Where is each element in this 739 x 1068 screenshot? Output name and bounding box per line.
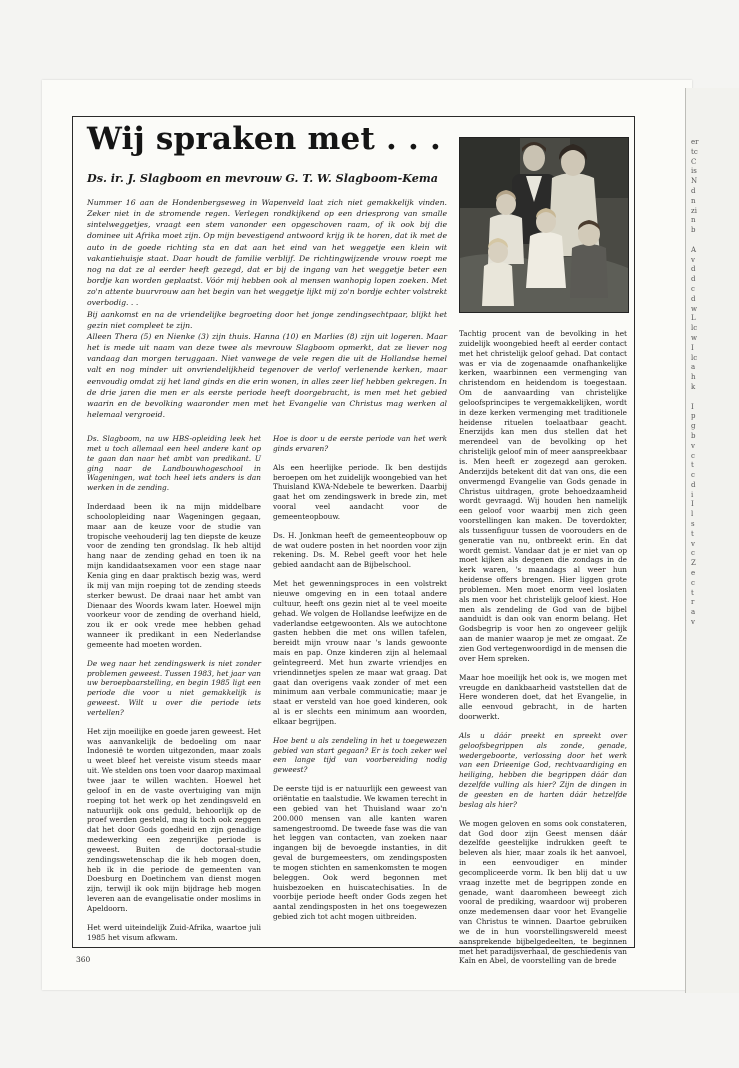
interview-answer: Het werd uiteindelijk Zuid-Afrika, waartoe juli 1985 het visum afkwam. (87, 922, 261, 942)
interview-answer: Tachtig procent van de bevolking in het zuidelijk woongebied heeft al eerder contact met het christelijk geloof gehad. Dat contact was er via de zogenaamde onafhankelijke kerken, waarbinnen een vermenging van christendom en heidendom is toegestaan. Om de aanvaarding van christelijke geloofsprincipes te vergemakkelijken, wordt in deze kerken vermenging met traditionele heidense rituelen toelaatbaar geacht. Enerzijds kan men dus stellen dat het merendeel van de bevolking op het christelijk geloof min of meer aanspreekbaar is. Men heeft er zogezegd aan geroken. Anderzijds betekent dit dat van ons, die een onvermengd Evangelie van Gods genade in Christus uitdragen, grote behoedzaamheid wordt gevraagd. Wij houden hen namelijk een geloof voor waarbij men zich geen voorstellingen kan maken. De toverdokter, als tussenfiguur tussen de voorouders en de generatie van nu, ontbreekt erin. En dat wordt gemist. Vandaar dat je er niet van op moet kijken als degenen die zondags in de kerk waren, 's maandags al weer hun heidense offers brengen. Hier liggen grote problemen. Men moet enorm veel loslaten als men voor het christelijk geloof kiest. Hoe men als zendeling de God van de bijbel aanduidt is dan ook van enorm belang. Het Godsbegrip is voor hen zo ongeveer gelijk aan de manier waarop je met ze omgaat. Ze zien God vertegenwoordigd in de mensen die over Hem spreken. (459, 329, 627, 663)
family-photo (459, 137, 629, 313)
interview-answer: We mogen geloven en soms ook constateren, dat God door zijn Geest mensen dáár dezelfde geestelijke indrukken geeft te beleven als hier, maar zoals ik het aanvoel, in een eenvoudiger en minder gecompliceerde vorm. Ik ben blij dat u uw vraag inzette met de begrippen zonde en genade, want daaromheen beweegt zich vooral de prediking, waardoor wij proberen onze medemensen daar voor het Evangelie van Christus te winnen. Daartoe gebruiken we de in hun voorstellingswereld meest aansprekende bijbelgedeelten, te beginnen met het paradijsverhaal, de geschiedenis van Kaïn en Abel, de voorstelling van de brede (459, 818, 627, 966)
interview-answer: Maar hoe moeilijk het ook is, we mogen met vreugde en dankbaarheid vaststellen dat de Here wonderen doet, dat het Evangelie, in alle eenvoud gebracht, in de harten doorwerkt. (459, 672, 627, 722)
interview-question: Hoe bent u als zendeling in het u toegewezen gebied van start gegaan? Er is toch zeker wel een lange tijd van voorbereiding nodig geweest? (273, 735, 447, 775)
interview-question: De weg naar het zendingswerk is niet zonder problemen geweest. Tussen 1983, het jaar van uw beroepbaarstelling, en begin 1985 ligt een periode die voor u niet gemakkelijk is geweest. Wilt u over die periode iets vertellen? (87, 658, 261, 717)
article-subtitle: Ds. ir. J. Slagboom en mevrouw G. T. W. Slagboom-Kema (87, 171, 438, 185)
interview-answer: Inderdaad been ik na mijn middelbare schoolopleiding naar Wageningen gegaan, maar aan de keuze voor de studie van tropische veehouderij lag ten diepste de keuze voor de zending ten grondslag. Ik heb altijd hang naar de zending gehad en toen ik na mijn kandidaatsexamen voor een stage naar Kenia ging en daar praktisch bezig was, werd ik mij van mijn roeping tot de zending steeds sterker bewust. De draai naar het ambt van Dienaar des Woords kwam later. Hoewel mijn voorkeur voor de zending de overhand hield, zou ik er ook vrede mee hebben gehad wanneer ik predikant in een Nederlandse gemeente had moeten worden. (87, 502, 261, 649)
interview-question: Als u dáár preekt en spreekt over geloofsbegrippen als zonde, genade, wedergeboorte, verlossing door het werk van een Drieenige God, rechtvaardiging en heiliging, hebben die begrippen dáár dan dezelfde vulling als hier? Zijn de dingen in de geesten en de harten dáár hetzelfde beslag als hier? (459, 730, 627, 809)
article-intro (87, 197, 447, 420)
family-photo-illustration (460, 138, 628, 312)
interview-answer: Het zijn moeilijke en goede jaren geweest. Het was aanvankelijk de bedoeling om naar Indonesië te worden uitgezonden, maar zoals u weet bleef het vereiste visum steeds maar uit. We stelden ons toen voor daarop maximaal twee jaar te willen wachten. Hoewel het geloof in en de vaste overtuiging van mijn roeping tot het werk op het zendingsveld en natuurlijk ook ons geduld, behoorlijk op de proef werden gesteld, mag ik toch ook zeggen dat het door Gods goedheid en zijn genadige medewerking een zegenrijke periode is geweest. Buiten de doctoraal-studie zendingswetenschap die ik heb mogen doen, heb ik in die periode de gemeenten van Doesburg en Doetinchem van dienst mogen zijn, terwijl ik ook mijn bijdrage heb mogen leveren aan de evangelisatie onder moslims in Apeldoorn. (87, 726, 261, 913)
article-title: Wij spraken met . . . (87, 121, 441, 157)
interview-answer: Als een heerlijke periode. Ik ben destijds beroepen om het zuidelijk woongebied van het Thuisland KWA-Ndebele te bewerken. Daarbij gaat het om zendingswerk in brede zin, met vooral veel aandacht voor de gemeenteopbouw. (273, 462, 447, 521)
facing-page-edge (685, 88, 739, 993)
facing-page-text: er tc C is N d n zi n b A v d d c d w L lc w I lc a h k I p g b v c t c d i I l s t v c Z e c t r a v (691, 138, 699, 627)
page-number: 360 (76, 955, 91, 964)
text-column-3 (459, 329, 627, 975)
intro-paragraph: Alleen Thera (5) en Nienke (3) zijn thuis. Hanna (10) en Marlies (8) zijn uit logeren. Maar het is mede uit naam van deze twee als mevrouw Slagboom opmerkt, dat ze liever nog vandaag dan morgen teruggaan. Niet vanwege de vele regen die uit de Hollandse hemel valt en nog minder uit onvriendelijkheid tegenover de verlof verlenende kerken, maar eenvoudig omdat zij het land ginds en die erin wonen, in alles zeer lief hebben gekregen. In de drie jaren die men er als eerste periode heeft doorgebracht, is men met het gebied waarin en de bevolking waaronder men met het Evangelie van Christus mag werken al helemaal vergroeid. (87, 331, 447, 419)
interview-question: Ds. Slagboom, na uw HBS-opleiding leek het met u toch allemaal een heel andere kant op te gaan dan naar het ambt van predikant. U ging naar de Landbouwhogeschool in Wageningen, wat toch heel iets anders is dan werken in de zending. (87, 434, 261, 493)
interview-question: Hoe is door u de eerste periode van het werk ginds ervaren? (273, 434, 447, 453)
intro-paragraph: Bij aankomst en na de vriendelijke begroeting door het jonge zendingsechtpaar, blijkt het gezin niet compleet te zijn. (87, 309, 447, 330)
intro-paragraph: Nummer 16 aan de Hondenbergseweg in Wapenveld laat zich niet gemakkelijk vinden. Zeker niet in de stromende regen. Verlegen rondkijkend op een driesprong van smalle sintelweggetjes, vraagt een stem vanonder een opgeschoven raam, of ik ook bij die dominee uit Afrika moet zijn. Op mijn bevestigend antwoord krijg ik te horen, dat ik met de auto in de goede richting sta en dat aan het eind van het weggetje een klein wit vakantiehuisje staat. Daar houdt de familie verblijf. De richtingwijzende vrouw roept me nog na dat ze al eerder heeft gezegd, dat er bij de ingang van het weggetje beter een bordje kan worden geplaatst. Vóór mij hebben ook al mensen wanhopig lopen zoeken. Met zo'n attente buurvrouw aan het begin van het weggetje lijkt mij zo'n bordje echter volstrekt overbodig. . . (87, 198, 447, 308)
interview-answer: Met het gewenningsproces in een volstrekt nieuwe omgeving en in een totaal andere cultuur, heeft ons gezin niet al te veel moeite gehad. We volgen de Hollandse leefwijze en de vaderlandse eetgewoonten. Als we autochtone gasten hebben die met ons willen tafelen, bereidt mijn vrouw naar 's lands gewoonte mais en pap. Onze kinderen zijn al helemaal geïntegreerd. Met hun zwarte vriendjes en vriendinnetjes spelen ze maar wat graag. Dat gaat dan overigens vaak zonder of met een minimum aan verbale communicatie; maar je staat er versteld van hoe goed kinderen, ook al is er slechts een minimum aan woorden, elkaar begrijpen. (273, 579, 447, 726)
text-column-1 (87, 434, 261, 952)
interview-answer: De eerste tijd is er natuurlijk een geweest van oriëntatie en taalstudie. We kwamen terecht in een gebied van het Thuisland waar zo'n 200.000 mensen van alle kanten waren samengestroomd. De tweede fase was die van het leggen van contacten, van zoeken naar ingangen bij de bevoegde instanties, in dit geval de burgemeesters, om zendingsposten te mogen stichten en samenkomsten te mogen beleggen. Ook werd begonnen met huisbezoeken en huiscatechisaties. In de voorbije periode heeft onder Gods zegen het aantal zendingsposten in het ons toegewezen gebied zich tot acht mogen uitbreiden. (273, 784, 448, 922)
text-column-2 (273, 434, 447, 931)
interview-answer: Ds. H. Jonkman heeft de gemeenteopbouw op de wat oudere posten in het noorden voor zijn rekening. Ds. M. Rebel geeft voor het hele gebied aandacht aan de Bijbelschool. (273, 530, 447, 570)
